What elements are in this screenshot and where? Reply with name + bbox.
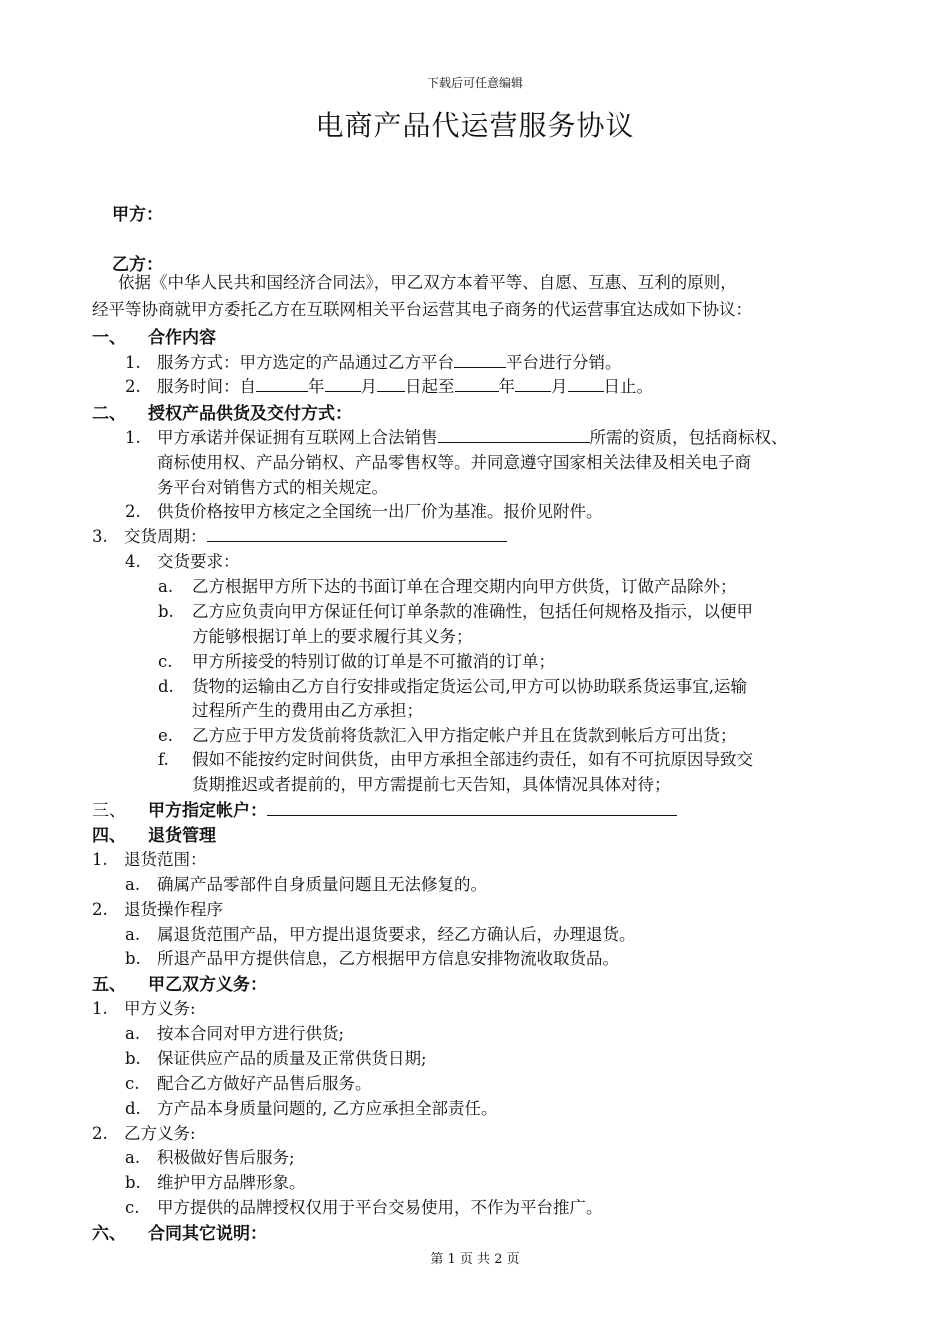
blank-field	[568, 377, 604, 392]
s1-item-2	[125, 373, 653, 397]
item-letter: b.	[125, 1173, 141, 1192]
s2-sub-e	[158, 722, 737, 746]
item-number: 4.	[125, 552, 141, 571]
item-text: 甲方提供的品牌授权仅用于平台交易使用，不作为平台推广。	[157, 1198, 603, 1217]
s5-item-2-b	[125, 1169, 306, 1193]
header-note: 下载后可任意编辑	[426, 76, 523, 90]
s2-item-1-line-2: 商标使用权、产品分销权、产品零售权等。并同意遵守国家相关法律及相关电子商	[157, 453, 751, 472]
item-text: 交货周期：	[124, 527, 207, 546]
s1-item-1	[125, 349, 622, 373]
document-title: 电商产品代运营服务协议	[315, 109, 635, 142]
item-text: 服务方式：甲方选定的产品通过乙方平台	[157, 353, 454, 372]
section-number: 四、	[92, 826, 126, 846]
item-text: 货物的运输由乙方自行安排或指定货运公司,甲方可以协助联系货运事宜,运输	[192, 677, 747, 696]
item-letter: f.	[158, 750, 169, 769]
s4-item-1	[92, 846, 207, 870]
s2-item-1	[125, 424, 788, 448]
item-text: 日起至	[405, 377, 455, 396]
item-letter: c.	[158, 652, 173, 671]
item-text: 年	[498, 377, 515, 396]
item-text: 甲方所接受的特别订做的订单是不可撤消的订单；	[192, 652, 555, 671]
item-text: 供货价格按甲方核定之全国统一出厂价为基准。报价见附件。	[157, 502, 603, 521]
s5-item-2-c	[125, 1194, 603, 1218]
item-text: 退货操作程序	[124, 900, 223, 919]
s4-item-2-a	[125, 921, 636, 945]
item-number: 1.	[125, 428, 141, 447]
s4-item-1-a	[125, 871, 487, 895]
section-title: 退货管理	[148, 826, 216, 846]
item-text: 甲方义务:	[124, 999, 196, 1018]
blank-field	[455, 377, 499, 392]
item-number: 2.	[92, 1124, 108, 1143]
item-number: 2.	[125, 377, 141, 396]
s2-sub-a	[158, 573, 737, 597]
item-text: 交货要求：	[157, 552, 240, 571]
item-text: 属退货范围产品，甲方提出退货要求，经乙方确认后，办理退货。	[157, 925, 636, 944]
section-4-heading	[92, 821, 216, 846]
item-letter: a.	[125, 925, 141, 944]
item-text: 退货范围：	[124, 850, 207, 869]
item-text: 确属产品零部件自身质量问题且无法修复的。	[157, 875, 487, 894]
blank-field	[515, 377, 551, 392]
item-text: 服务时间：自	[157, 377, 256, 396]
item-letter: c.	[125, 1198, 140, 1217]
item-text: 配合乙方做好产品售后服务。	[157, 1074, 372, 1093]
blank-field	[207, 527, 507, 542]
item-letter: d.	[158, 677, 174, 696]
item-number: 1.	[125, 353, 141, 372]
s2-item-4	[125, 548, 240, 572]
item-letter: a.	[158, 577, 174, 596]
item-number: 2.	[125, 502, 141, 521]
s2-sub-d-line-2: 过程所产生的费用由乙方承担；	[192, 701, 423, 720]
section-3-heading	[92, 796, 677, 821]
item-text: 平台进行分销。	[506, 353, 622, 372]
s4-item-2-b	[125, 945, 619, 969]
item-number: 1.	[92, 850, 108, 869]
section-title: 合同其它说明：	[148, 1224, 267, 1244]
blank-field	[256, 377, 308, 392]
item-text: 方产品本身质量问题的, 乙方应承担全部责任。	[157, 1099, 498, 1118]
item-letter: a.	[125, 1024, 141, 1043]
blank-field	[267, 801, 677, 816]
s2-sub-d	[158, 673, 747, 697]
s5-item-2	[92, 1120, 196, 1144]
s2-item-3	[92, 523, 507, 547]
party-a-label: 甲方：	[112, 205, 163, 225]
section-2-heading	[92, 399, 352, 424]
s5-item-1-c	[125, 1070, 372, 1094]
s5-item-1-a	[125, 1020, 344, 1044]
item-text: 乙方根据甲方所下达的书面订单在合理交期内向甲方供货，订做产品除外；	[192, 577, 737, 596]
item-text: 按本合同对甲方进行供货;	[157, 1024, 345, 1043]
s2-sub-c	[158, 648, 555, 672]
s5-item-2-a	[125, 1144, 295, 1168]
section-title: 甲方指定帐户：	[148, 801, 267, 821]
item-letter: b.	[125, 1049, 141, 1068]
s2-sub-b-line-2: 方能够根据订单上的要求履行其义务；	[192, 627, 473, 646]
item-text: 乙方应负责向甲方保证任何订单条款的准确性，包括任何规格及指示，以便甲	[192, 602, 753, 621]
item-text: 乙方义务:	[124, 1124, 196, 1143]
section-1-heading	[92, 323, 216, 348]
s2-sub-f	[158, 746, 753, 770]
party-b-label: 乙方：	[112, 255, 163, 275]
item-number: 3.	[92, 527, 108, 546]
section-number: 五、	[92, 975, 126, 995]
item-text: 甲方承诺并保证拥有互联网上合法销售	[157, 428, 438, 447]
section-number: 三、	[92, 801, 126, 821]
s5-item-1-b	[125, 1045, 427, 1069]
item-letter: d.	[125, 1099, 141, 1118]
s5-item-1	[92, 995, 196, 1019]
item-letter: a.	[125, 1148, 141, 1167]
intro-line-1: 依据《中华人民共和国经济合同法》，甲乙双方本着平等、自愿、互惠、互利的原则，	[118, 273, 737, 292]
item-text: 保证供应产品的质量及正常供货日期;	[157, 1049, 427, 1068]
page-footer: 第 1 页 共 2 页	[430, 1252, 520, 1267]
section-number: 二、	[92, 404, 126, 424]
item-letter: b.	[158, 602, 174, 621]
item-letter: a.	[125, 875, 141, 894]
item-number: 1.	[92, 999, 108, 1018]
section-5-heading	[92, 970, 267, 995]
section-6-heading	[92, 1219, 267, 1244]
item-text: 月	[551, 377, 568, 396]
item-text: 年	[308, 377, 325, 396]
item-text: 日止。	[603, 377, 653, 396]
item-text: 假如不能按约定时间供货，由甲方承担全部违约责任，如有不可抗原因导致交	[192, 750, 753, 769]
s5-item-1-d	[125, 1095, 498, 1119]
item-letter: b.	[125, 949, 141, 968]
section-number: 一、	[92, 328, 126, 348]
s2-item-1-line-3: 务平台对销售方式的相关规定。	[157, 478, 388, 497]
item-text: 维护甲方品牌形象。	[157, 1173, 306, 1192]
section-title: 合作内容	[148, 328, 216, 348]
blank-field	[325, 377, 361, 392]
s2-sub-b	[158, 598, 753, 622]
item-text: 月	[360, 377, 377, 396]
intro-line-2: 经平等协商就甲方委托乙方在互联网相关平台运营其电子商务的代运营事宜达成如下协议：	[92, 300, 752, 319]
blank-field	[377, 377, 405, 392]
s2-item-2	[125, 498, 603, 522]
item-text: 积极做好售后服务;	[157, 1148, 295, 1167]
item-number: 2.	[92, 900, 108, 919]
s2-sub-f-line-2: 货期推迟或者提前的，甲方需提前七天告知，具体情况具体对待；	[192, 775, 671, 794]
s4-item-2	[92, 896, 223, 920]
section-number: 六、	[92, 1224, 126, 1244]
item-letter: e.	[158, 726, 174, 745]
blank-field	[438, 428, 590, 443]
item-text: 所退产品甲方提供信息，乙方根据甲方信息安排物流收取货品。	[157, 949, 619, 968]
section-title: 甲乙双方义务：	[148, 975, 267, 995]
item-text: 乙方应于甲方发货前将货款汇入甲方指定帐户并且在货款到帐后方可出货；	[192, 726, 737, 745]
item-text: 所需的资质，包括商标权、	[589, 428, 788, 447]
section-title: 授权产品供货及交付方式：	[148, 404, 352, 424]
item-letter: c.	[125, 1074, 140, 1093]
blank-field	[454, 353, 506, 368]
